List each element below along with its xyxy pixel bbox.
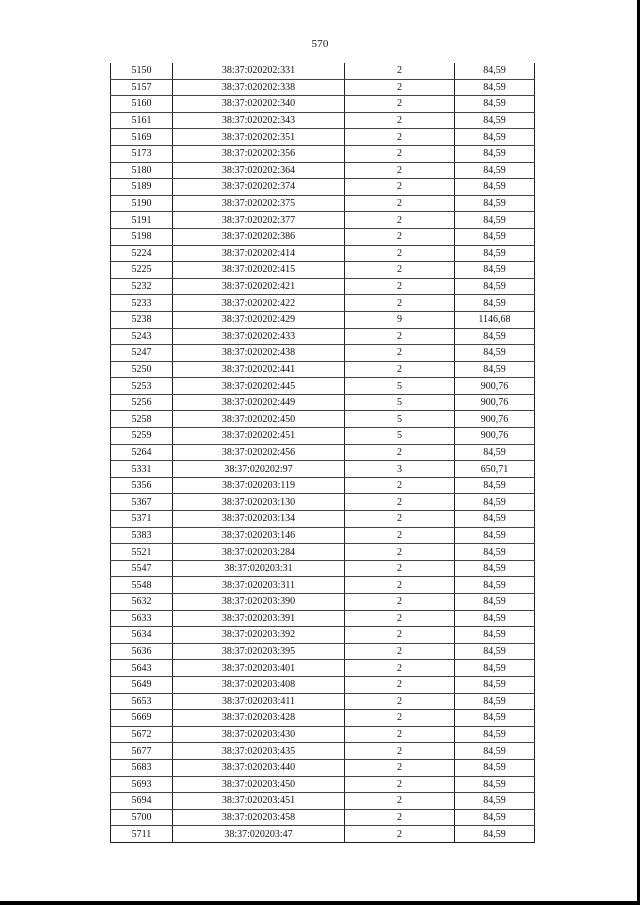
cell-cadastral-number: 38:37:020202:451 (173, 428, 345, 445)
cell-value: 84,59 (455, 643, 535, 660)
cell-value: 84,59 (455, 96, 535, 113)
cell-row-number: 5160 (111, 96, 173, 113)
table-row (111, 826, 535, 843)
table-row (111, 278, 535, 295)
cell-value: 84,59 (455, 361, 535, 378)
cell-cadastral-number: 38:37:020203:411 (173, 693, 345, 710)
cell-cadastral-number: 38:37:020202:331 (173, 63, 345, 79)
cell-value: 84,59 (455, 129, 535, 146)
cell-value: 84,59 (455, 295, 535, 312)
table-row (111, 726, 535, 743)
cell-value: 84,59 (455, 527, 535, 544)
table-row (111, 477, 535, 494)
cell-count: 2 (345, 743, 455, 760)
cell-count: 2 (345, 129, 455, 146)
table-row (111, 527, 535, 544)
cell-cadastral-number: 38:37:020203:458 (173, 809, 345, 826)
cell-value: 84,59 (455, 676, 535, 693)
cell-value: 84,59 (455, 544, 535, 561)
table-row (111, 594, 535, 611)
cell-count: 2 (345, 63, 455, 79)
cell-cadastral-number: 38:37:020202:340 (173, 96, 345, 113)
cell-row-number: 5371 (111, 511, 173, 528)
cell-row-number: 5649 (111, 676, 173, 693)
table-row (111, 444, 535, 461)
cell-row-number: 5643 (111, 660, 173, 677)
cell-count: 2 (345, 577, 455, 594)
cell-cadastral-number: 38:37:020202:343 (173, 112, 345, 129)
cell-cadastral-number: 38:37:020202:414 (173, 245, 345, 262)
cell-row-number: 5672 (111, 726, 173, 743)
cell-cadastral-number: 38:37:020202:456 (173, 444, 345, 461)
table-row (111, 759, 535, 776)
table-row (111, 378, 535, 395)
cell-row-number: 5198 (111, 228, 173, 245)
cell-cadastral-number: 38:37:020203:450 (173, 776, 345, 793)
table-row (111, 96, 535, 113)
cell-row-number: 5243 (111, 328, 173, 345)
cell-cadastral-number: 38:37:020202:364 (173, 162, 345, 179)
cell-cadastral-number: 38:37:020202:422 (173, 295, 345, 312)
table-row (111, 361, 535, 378)
cell-cadastral-number: 38:37:020203:392 (173, 627, 345, 644)
cell-value: 84,59 (455, 660, 535, 677)
cell-row-number: 5632 (111, 594, 173, 611)
table-row (111, 145, 535, 162)
cell-value: 84,59 (455, 228, 535, 245)
cell-row-number: 5232 (111, 278, 173, 295)
cell-row-number: 5383 (111, 527, 173, 544)
scan-bottom-edge (0, 901, 640, 905)
table-row (111, 162, 535, 179)
cell-cadastral-number: 38:37:020202:375 (173, 195, 345, 212)
cell-row-number: 5256 (111, 394, 173, 411)
cell-value: 84,59 (455, 195, 535, 212)
cell-row-number: 5238 (111, 311, 173, 328)
cell-count: 2 (345, 361, 455, 378)
table-row (111, 776, 535, 793)
cell-value: 84,59 (455, 262, 535, 279)
cell-value: 84,59 (455, 776, 535, 793)
cell-value: 84,59 (455, 328, 535, 345)
cell-count: 9 (345, 311, 455, 328)
cell-value: 84,59 (455, 63, 535, 79)
cell-count: 2 (345, 477, 455, 494)
cell-cadastral-number: 38:37:020202:338 (173, 79, 345, 96)
table-row (111, 129, 535, 146)
cell-cadastral-number: 38:37:020203:440 (173, 759, 345, 776)
cell-row-number: 5189 (111, 179, 173, 196)
cell-cadastral-number: 38:37:020202:450 (173, 411, 345, 428)
cell-row-number: 5521 (111, 544, 173, 561)
cell-cadastral-number: 38:37:020202:386 (173, 228, 345, 245)
cell-row-number: 5169 (111, 129, 173, 146)
cell-value: 84,59 (455, 743, 535, 760)
table-row (111, 63, 535, 79)
cell-row-number: 5247 (111, 345, 173, 362)
cell-count: 2 (345, 660, 455, 677)
cell-value: 900,76 (455, 394, 535, 411)
cell-row-number: 5669 (111, 710, 173, 727)
table-row (111, 79, 535, 96)
cell-row-number: 5258 (111, 411, 173, 428)
cell-row-number: 5653 (111, 693, 173, 710)
cell-cadastral-number: 38:37:020202:421 (173, 278, 345, 295)
cell-count: 2 (345, 79, 455, 96)
table-row (111, 212, 535, 229)
table-row (111, 809, 535, 826)
cell-count: 2 (345, 345, 455, 362)
cell-count: 5 (345, 394, 455, 411)
cell-cadastral-number: 38:37:020203:284 (173, 544, 345, 561)
cell-row-number: 5157 (111, 79, 173, 96)
table-row (111, 345, 535, 362)
cell-cadastral-number: 38:37:020203:430 (173, 726, 345, 743)
cell-value: 84,59 (455, 809, 535, 826)
cell-row-number: 5264 (111, 444, 173, 461)
cell-cadastral-number: 38:37:020203:47 (173, 826, 345, 843)
cell-value: 84,59 (455, 560, 535, 577)
cell-row-number: 5693 (111, 776, 173, 793)
table-row (111, 494, 535, 511)
cell-value: 84,59 (455, 793, 535, 810)
table-row (111, 112, 535, 129)
register-table-body (111, 63, 535, 842)
cell-count: 2 (345, 245, 455, 262)
table-row (111, 311, 535, 328)
cell-row-number: 5190 (111, 195, 173, 212)
table-row (111, 676, 535, 693)
cell-count: 2 (345, 511, 455, 528)
cell-cadastral-number: 38:37:020202:356 (173, 145, 345, 162)
cell-value: 84,59 (455, 710, 535, 727)
table-row (111, 461, 535, 478)
cell-count: 2 (345, 544, 455, 561)
cell-cadastral-number: 38:37:020203:130 (173, 494, 345, 511)
cell-cadastral-number: 38:37:020202:374 (173, 179, 345, 196)
table-row (111, 610, 535, 627)
cell-count: 3 (345, 461, 455, 478)
cell-value: 900,76 (455, 411, 535, 428)
cell-count: 2 (345, 228, 455, 245)
cell-count: 2 (345, 560, 455, 577)
cell-cadastral-number: 38:37:020202:429 (173, 311, 345, 328)
cell-row-number: 5547 (111, 560, 173, 577)
cell-row-number: 5173 (111, 145, 173, 162)
cell-count: 2 (345, 759, 455, 776)
cell-value: 650,71 (455, 461, 535, 478)
table-row (111, 179, 535, 196)
cell-value: 84,59 (455, 826, 535, 843)
cell-row-number: 5253 (111, 378, 173, 395)
table-row (111, 228, 535, 245)
cell-value: 1146,68 (455, 311, 535, 328)
cell-count: 2 (345, 494, 455, 511)
cell-value: 84,59 (455, 494, 535, 511)
cell-row-number: 5225 (111, 262, 173, 279)
cell-row-number: 5356 (111, 477, 173, 494)
cell-value: 84,59 (455, 112, 535, 129)
cell-row-number: 5233 (111, 295, 173, 312)
cell-cadastral-number: 38:37:020203:435 (173, 743, 345, 760)
cell-row-number: 5694 (111, 793, 173, 810)
page-number: 570 (311, 38, 329, 50)
cell-value: 84,59 (455, 278, 535, 295)
cell-row-number: 5633 (111, 610, 173, 627)
cell-value: 84,59 (455, 444, 535, 461)
table-row (111, 643, 535, 660)
cell-value: 900,76 (455, 428, 535, 445)
table-row (111, 245, 535, 262)
table-row (111, 577, 535, 594)
cell-cadastral-number: 38:37:020203:311 (173, 577, 345, 594)
cell-value: 84,59 (455, 162, 535, 179)
cell-value: 84,59 (455, 627, 535, 644)
table-row (111, 428, 535, 445)
register-table (110, 63, 535, 843)
cell-row-number: 5161 (111, 112, 173, 129)
cell-cadastral-number: 38:37:020203:401 (173, 660, 345, 677)
cell-cadastral-number: 38:37:020202:351 (173, 129, 345, 146)
cell-count: 2 (345, 776, 455, 793)
cell-value: 84,59 (455, 212, 535, 229)
cell-count: 2 (345, 676, 455, 693)
cell-count: 2 (345, 179, 455, 196)
cell-count: 2 (345, 643, 455, 660)
cell-cadastral-number: 38:37:020203:408 (173, 676, 345, 693)
cell-count: 2 (345, 96, 455, 113)
cell-cadastral-number: 38:37:020202:415 (173, 262, 345, 279)
cell-cadastral-number: 38:37:020203:395 (173, 643, 345, 660)
cell-cadastral-number: 38:37:020203:451 (173, 793, 345, 810)
cell-row-number: 5180 (111, 162, 173, 179)
table-row (111, 627, 535, 644)
cell-value: 84,59 (455, 345, 535, 362)
cell-count: 2 (345, 793, 455, 810)
table-row (111, 660, 535, 677)
cell-cadastral-number: 38:37:020202:433 (173, 328, 345, 345)
cell-count: 5 (345, 428, 455, 445)
cell-count: 5 (345, 411, 455, 428)
table-row (111, 560, 535, 577)
cell-row-number: 5150 (111, 63, 173, 79)
cell-value: 84,59 (455, 577, 535, 594)
cell-cadastral-number: 38:37:020202:97 (173, 461, 345, 478)
table-row (111, 544, 535, 561)
cell-row-number: 5634 (111, 627, 173, 644)
cell-cadastral-number: 38:37:020203:390 (173, 594, 345, 611)
cell-cadastral-number: 38:37:020203:391 (173, 610, 345, 627)
cell-count: 2 (345, 610, 455, 627)
table-row (111, 693, 535, 710)
cell-count: 2 (345, 328, 455, 345)
table-row (111, 411, 535, 428)
cell-count: 2 (345, 693, 455, 710)
cell-value: 84,59 (455, 145, 535, 162)
cell-value: 84,59 (455, 594, 535, 611)
cell-cadastral-number: 38:37:020203:31 (173, 560, 345, 577)
cell-row-number: 5636 (111, 643, 173, 660)
cell-count: 2 (345, 112, 455, 129)
table-row (111, 262, 535, 279)
cell-count: 2 (345, 809, 455, 826)
cell-value: 84,59 (455, 245, 535, 262)
cell-row-number: 5548 (111, 577, 173, 594)
cell-cadastral-number: 38:37:020203:146 (173, 527, 345, 544)
cell-value: 84,59 (455, 79, 535, 96)
cell-count: 2 (345, 195, 455, 212)
cell-count: 2 (345, 162, 455, 179)
cell-count: 2 (345, 527, 455, 544)
cell-count: 2 (345, 826, 455, 843)
cell-row-number: 5259 (111, 428, 173, 445)
cell-cadastral-number: 38:37:020203:134 (173, 511, 345, 528)
cell-row-number: 5224 (111, 245, 173, 262)
cell-row-number: 5711 (111, 826, 173, 843)
cell-cadastral-number: 38:37:020202:438 (173, 345, 345, 362)
cell-row-number: 5331 (111, 461, 173, 478)
cell-row-number: 5191 (111, 212, 173, 229)
table-row (111, 793, 535, 810)
cell-value: 84,59 (455, 477, 535, 494)
cell-cadastral-number: 38:37:020202:377 (173, 212, 345, 229)
cell-value: 84,59 (455, 759, 535, 776)
cell-value: 84,59 (455, 511, 535, 528)
cell-count: 2 (345, 726, 455, 743)
table-row (111, 394, 535, 411)
cell-count: 2 (345, 295, 455, 312)
cell-count: 2 (345, 278, 455, 295)
cell-cadastral-number: 38:37:020203:428 (173, 710, 345, 727)
table-row (111, 743, 535, 760)
cell-value: 84,59 (455, 610, 535, 627)
table-row (111, 710, 535, 727)
cell-count: 5 (345, 378, 455, 395)
cell-count: 2 (345, 627, 455, 644)
cell-count: 2 (345, 262, 455, 279)
table-row (111, 195, 535, 212)
cell-cadastral-number: 38:37:020202:441 (173, 361, 345, 378)
cell-value: 84,59 (455, 179, 535, 196)
table-row (111, 328, 535, 345)
cell-count: 2 (345, 145, 455, 162)
cell-value: 900,76 (455, 378, 535, 395)
cell-count: 2 (345, 594, 455, 611)
cell-cadastral-number: 38:37:020203:119 (173, 477, 345, 494)
cell-row-number: 5677 (111, 743, 173, 760)
cell-row-number: 5250 (111, 361, 173, 378)
cell-cadastral-number: 38:37:020202:449 (173, 394, 345, 411)
cell-count: 2 (345, 212, 455, 229)
cell-row-number: 5367 (111, 494, 173, 511)
cell-count: 2 (345, 710, 455, 727)
cell-row-number: 5683 (111, 759, 173, 776)
cell-value: 84,59 (455, 693, 535, 710)
cell-cadastral-number: 38:37:020202:445 (173, 378, 345, 395)
table-row (111, 295, 535, 312)
cell-count: 2 (345, 444, 455, 461)
table-row (111, 511, 535, 528)
cell-row-number: 5700 (111, 809, 173, 826)
cell-value: 84,59 (455, 726, 535, 743)
